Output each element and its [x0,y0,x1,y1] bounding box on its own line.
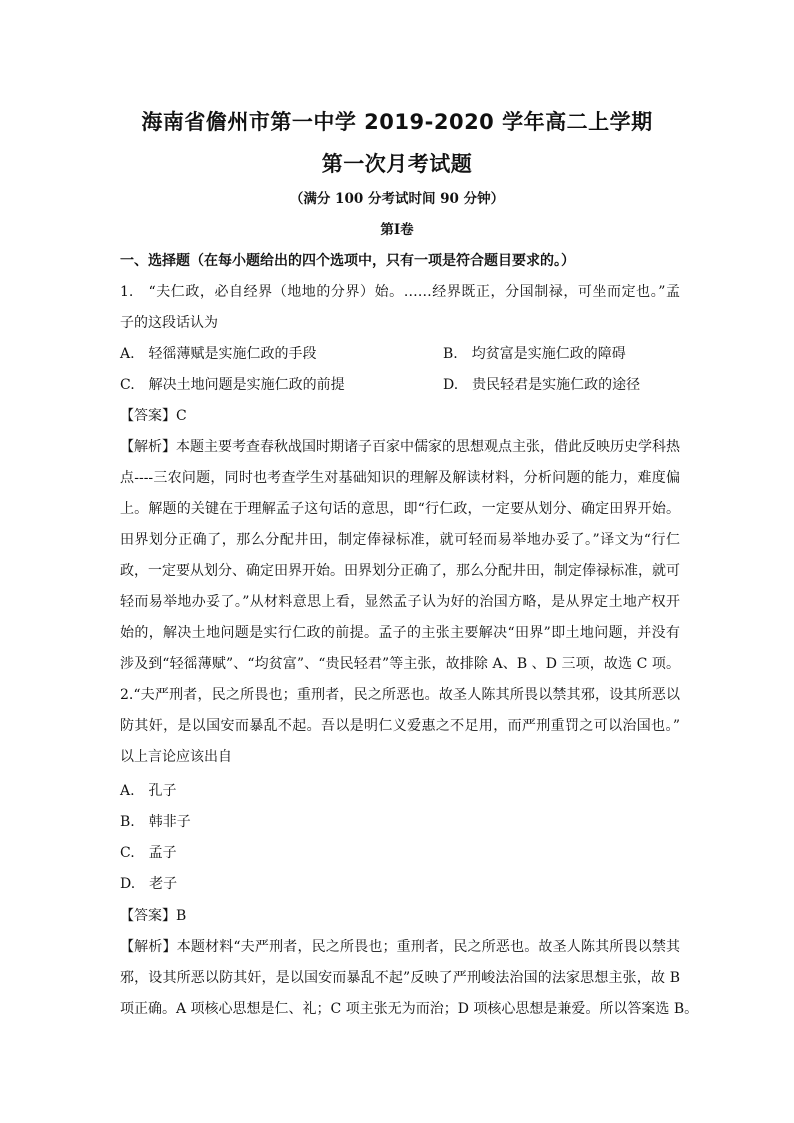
q1-stem-line2: 子的这段话认为 [120,315,218,331]
volume-label: 第Ⅰ卷 [380,222,414,238]
q2-stem-line: 2.“夫严刑者，民之所畏也；重刑者，民之所恶也。故圣人陈其所畏以禁其邪，设其所恶以 [120,687,680,703]
q1-analysis-line: 田界划分正确了，那么分配井田，制定俸禄标准，就可轻而易举地办妥了。”译文为“行仁 [120,532,680,548]
q1-option-d: D. 贵民轻君是实施仁政的途径 [443,377,641,393]
q2-option-b: B. 韩非子 [120,814,191,830]
exam-title-line2: 第一次月考试题 [321,152,473,176]
section-heading: 一、选择题（在每小题给出的四个选项中，只有一项是符合题目要求的。） [120,253,575,269]
q2-analysis-line: 邪，设其所恶以防其奸，是以国安而暴乱不起”反映了严刑峻法治国的法家思想主张，故 B [120,970,680,986]
q1-analysis-line: 轻而易举地办妥了。”从材料意思上看，显然孟子认为好的治国方略，是从界定土地产权开 [120,594,680,610]
q2-answer: 【答案】B [120,908,187,924]
q1-analysis-line: 【解析】本题主要考查春秋战国时期诸子百家中儒家的思想观点主张，借此反映历史学科热 [120,439,680,455]
q2-option-c: C. 孟子 [120,845,177,861]
q1-analysis-line: 点----三农问题，同时也考查学生对基础知识的理解及解读材料，分析问题的能力，难度偏 [120,470,680,486]
q1-analysis-line: 涉及到“轻徭薄赋”、“均贫富”、“贵民轻君”等主张，故排除 A、B 、D 三项，故选 C 项。 [120,656,680,672]
q2-analysis-line: 项正确。A 项核心思想是仁、礼；C 项主张无为而治；D 项核心思想是兼爱。所以答案选 B。 [120,1001,699,1017]
q1-option-a: A. 轻徭薄赋是实施仁政的手段 [120,346,317,362]
q2-stem-line: 以上言论应该出自 [120,749,232,765]
q1-analysis-line: 始的，解决土地问题是实行仁政的前提。孟子的主张主要解决“田界”即土地问题，并没有 [120,625,680,641]
q1-stem-line1: 1. “夫仁政，必自经界（地地的分界）始。……经界既正，分国制禄，可坐而定也。”孟 [120,284,680,300]
exam-title-line1: 海南省儋州市第一中学 2019-2020 学年高二上学期 [141,110,653,134]
q1-option-c: C. 解决土地问题是实施仁政的前提 [120,377,345,393]
q2-stem-line: 防其奸，是以国安而暴乱不起。吾以是明仁义爱惠之不足用，而严刑重罚之可以治国也。” [120,718,680,734]
q1-answer: 【答案】C [120,408,187,424]
exam-note: （满分 100 分考试时间 90 分钟） [289,191,505,207]
q1-option-b: B. 均贫富是实施仁政的障碍 [443,346,626,362]
q2-option-a: A. 孔子 [120,783,177,799]
q2-option-d: D. 老子 [120,876,178,892]
q2-analysis-line: 【解析】本题材料“夫严刑者，民之所畏也；重刑者，民之所恶也。故圣人陈其所畏以禁其 [120,939,680,955]
q1-analysis-line: 上。解题的关键在于理解孟子这句话的意思，即“行仁政，一定要从划分、确定田界开始。 [120,501,680,517]
q1-analysis-line: 政，一定要从划分、确定田界开始。田界划分正确了，那么分配井田，制定俸禄标准，就可 [120,563,680,579]
